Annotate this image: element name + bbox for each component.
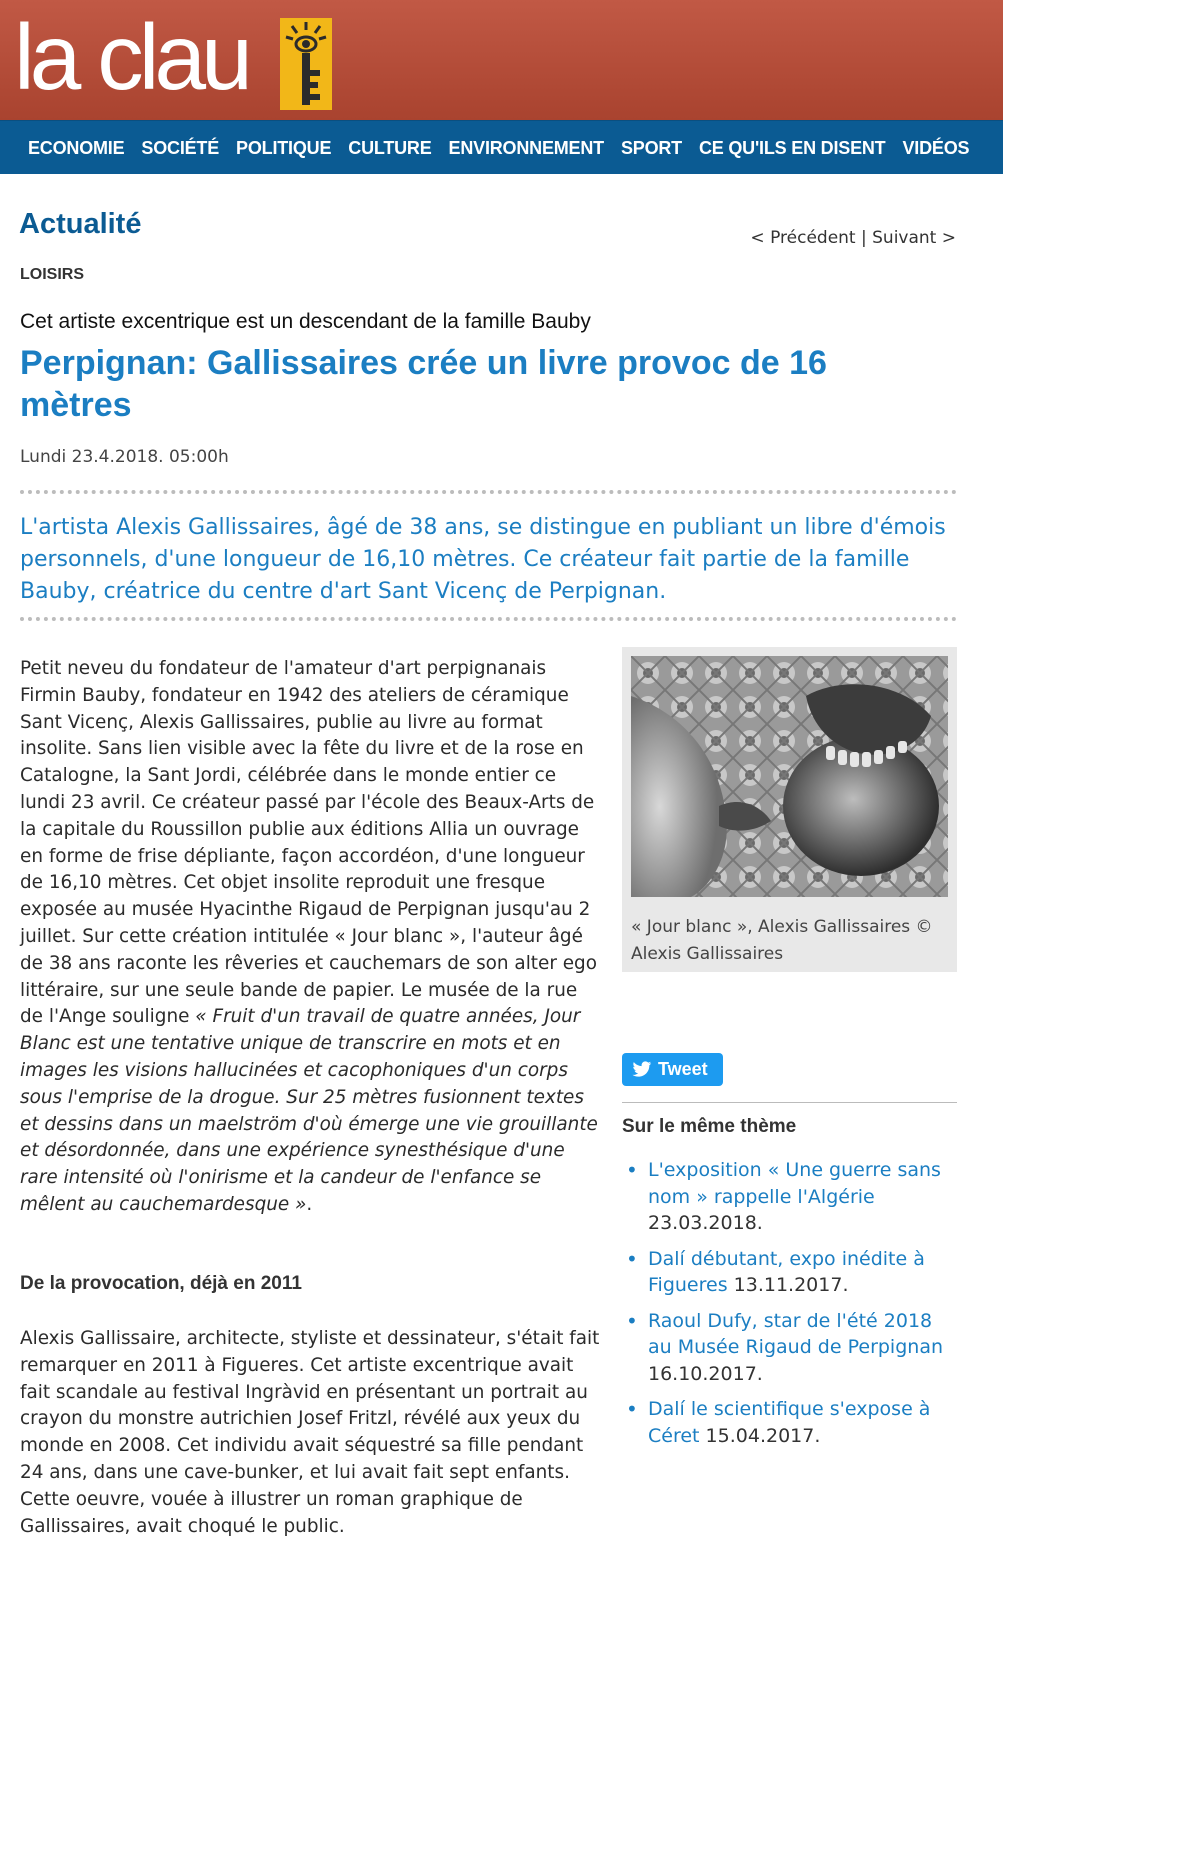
related-link[interactable]: Dalí le scientifique s'expose à Céret [648, 1398, 931, 1447]
previous-link[interactable]: < Précédent [750, 228, 856, 248]
related-date: 23.03.2018. [648, 1212, 763, 1234]
nav-item-environnement[interactable]: ENVIRONNEMENT [448, 137, 604, 158]
tweet-button[interactable] [622, 1053, 723, 1086]
related-item [622, 1157, 957, 1237]
twitter-bird-icon [632, 1061, 652, 1078]
nav-item-sport[interactable]: SPORT [620, 137, 682, 158]
article-date: Lundi 23.4.2018. 05:00h [20, 447, 229, 467]
pagination-separator: | [861, 228, 867, 248]
nav-item-culture[interactable]: CULTURE [348, 137, 432, 158]
article-body-paragraph [20, 656, 600, 1219]
article-headline: Perpignan: Gallissaires crée un livre provoc de 16 mètres [20, 344, 827, 424]
tweet-label: Tweet [658, 1059, 708, 1079]
dotted-divider [20, 490, 957, 494]
nav-item-politique[interactable]: POLITIQUE [236, 137, 332, 158]
article-body-paragraph: Alexis Gallissaire, architecte, styliste et dessinateur, s'était fait remarquer en 2011 à Figueres. Cet artiste excentrique avait fait scandale au festival Ingràvid en présentant un portrait au crayon du monstre autrichien Josef Fritzl, révélé aux yeux du monde en 2008. Cet individu avait séquestré sa fille pendant 24 ans, dans une cave-bunker, et lui avait fait sept enfants. Cette oeuvre, vouée à illustrer un roman graphique de Gallissaires, avait choqué le public. [20, 1328, 600, 1537]
article-subheading: De la provocation, déjà en 2011 [20, 1273, 302, 1294]
related-date: 16.10.2017. [648, 1362, 763, 1385]
related-list [622, 1157, 957, 1458]
nav-item-ce-quils-en-disent[interactable]: CE QU'ILS EN DISENT [698, 137, 886, 158]
body-text-end: . [306, 1193, 313, 1215]
article-category: LOISIRS [20, 266, 85, 283]
site-logo[interactable]: la clau [14, 5, 248, 109]
article-lead: L'artista Alexis Gallissaires, âgé de 38 ans, se distingue en publiant un libre d'émois personnels, d'une longueur de 16,10 mètres. Ce créateur fait partie de la famille Bauby, créatrice du centre d'art Sant Vicenç de Perpignan. [20, 515, 946, 604]
site-header [0, 0, 1003, 120]
figure-caption: « Jour blanc », Alexis Gallissaires © Alexis Gallissaires [631, 917, 933, 964]
related-date: 13.11.2017. [733, 1274, 849, 1296]
next-link[interactable]: Suivant > [872, 228, 956, 248]
museum-quote: « Fruit d'un travail de quatre années, Jour Blanc est une tentative unique de transcrire en mots et en images les visions hallucinées et cacophoniques d'un corps sous l'emprise de la drogue. Sur 25 mètres fusionnent textes et dessins dans un maelström d'où émerge une vie grouillante et désordonnée, dans une expérience synesthésique d'une rare intensité où l'onirisme et la candeur de l'enfance se mêlent au cauchemardesque » [20, 1006, 598, 1215]
nav-item-videos[interactable]: VIDÉOS [902, 137, 970, 158]
related-item [622, 1246, 957, 1299]
section-title: Actualité [19, 208, 142, 240]
related-title: Sur le même thème [622, 1116, 797, 1137]
related-link[interactable]: Raoul Dufy, star de l'été 2018 au Musée Rigaud de Perpignan [648, 1309, 944, 1358]
main-nav [0, 120, 1003, 174]
nav-item-economie[interactable]: ECONOMIE [28, 137, 125, 158]
article-figure [622, 647, 957, 972]
sidebar-divider [622, 1102, 957, 1103]
related-item [622, 1396, 957, 1449]
related-item [622, 1308, 957, 1388]
key-logo-icon[interactable] [280, 18, 332, 110]
related-link[interactable]: Dalí débutant, expo inédite à Figueres [648, 1247, 925, 1296]
body-text: Petit neveu du fondateur de l'amateur d'art perpignanais Firmin Bauby, fondateur en 1942 des ateliers de céramique Sant Vicenç, Alexis Gallissaires, publie au livre au format insolite. Sans lien visible avec la fête du livre et de la rose en Catalogne, la Sant Jordi, célébrée dans le monde entier ce lundi 23 avril. Ce créateur passé par l'école des Beaux-Arts de la capitale du Roussillon publie aux éditions Allia un ouvrage en forme de frise dépliante, façon accordéon, d'une longueur de 16,10 mètres. Cet objet insolite reproduit une fresque exposée au musée Hyacinthe Rigaud de Perpignan jusqu'au 2 juillet. Sur cette création intitulée « Jour blanc », l'auteur âgé de 38 ans raconte les rêveries et cauchemars de son alter ego littéraire, sur une seule bande de papier. Le musée de la rue de l'Ange souligne [20, 658, 597, 1028]
article-pagination [750, 228, 956, 248]
article-subtitle: Cet artiste excentrique est un descendant de la famille Bauby [20, 310, 591, 333]
nav-item-societe[interactable]: SOCIÉTÉ [141, 137, 220, 158]
related-link[interactable]: L'exposition « Une guerre sans nom » rappelle l'Algérie [648, 1159, 941, 1208]
related-date: 15.04.2017. [705, 1424, 821, 1447]
artwork-photo[interactable] [631, 656, 948, 897]
dotted-divider [20, 617, 957, 621]
